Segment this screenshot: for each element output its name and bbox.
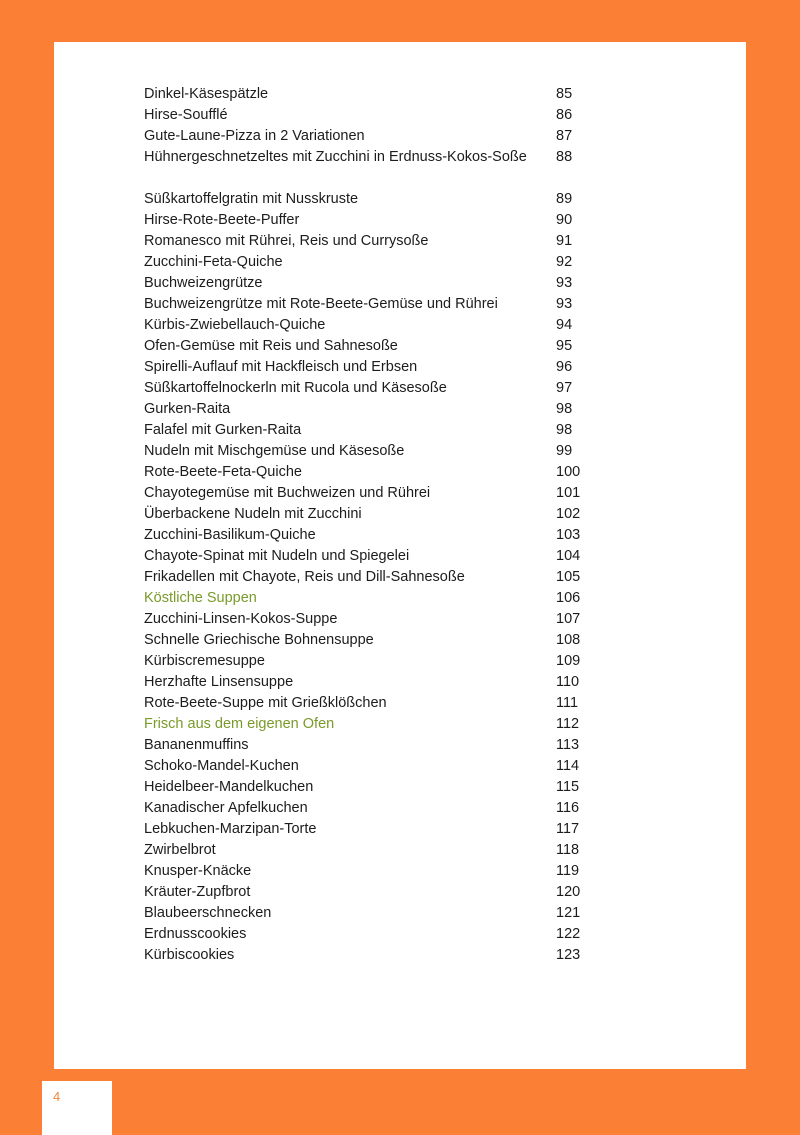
toc-entry [144, 651, 604, 672]
toc-entry-title: Falafel mit Gurken-Raita [144, 422, 302, 438]
toc-entry-page-number: 109 [556, 653, 581, 669]
toc-entry-page-number: 115 [556, 779, 580, 795]
toc-entry [144, 357, 604, 378]
toc-entry [144, 546, 604, 567]
toc-entry [144, 609, 604, 630]
toc-entry-page-number: 114 [556, 758, 580, 774]
toc-entry [144, 483, 604, 504]
toc-entry [144, 441, 604, 462]
toc-entry [144, 693, 604, 714]
toc-entry-page-number: 93 [556, 275, 573, 291]
toc-entry-title: Süßkartoffelgratin mit Nusskruste [144, 191, 359, 207]
toc-entry-title: Knusper-Knäcke [144, 863, 252, 879]
toc-entry [144, 126, 604, 147]
toc-entry-page-number: 92 [556, 254, 573, 270]
table-of-contents [144, 84, 604, 966]
toc-entry [144, 903, 604, 924]
toc-entry-page-number: 85 [556, 86, 573, 102]
toc-entry [144, 189, 604, 210]
toc-entry [144, 840, 604, 861]
toc-entry [144, 504, 604, 525]
toc-entry-title: Hirse-Soufflé [144, 107, 228, 123]
toc-entry [144, 378, 604, 399]
toc-entry-title: Rote-Beete-Feta-Quiche [144, 464, 302, 480]
toc-entry-page-number: 107 [556, 611, 581, 627]
toc-entry-page-number: 112 [556, 716, 580, 732]
toc-section-heading [144, 714, 604, 735]
toc-entry-title: Zucchini-Feta-Quiche [144, 254, 283, 270]
toc-entry-title: Ofen-Gemüse mit Reis und Sahnesoße [144, 338, 398, 354]
toc-entry-page-number: 91 [556, 233, 573, 249]
toc-entry [144, 735, 604, 756]
toc-entry-title: Dinkel-Käsespätzle [144, 86, 269, 102]
toc-entry [144, 861, 604, 882]
toc-entry-title: Bananenmuffins [144, 737, 249, 753]
toc-entry-page-number: 96 [556, 359, 573, 375]
toc-entry-title: Frisch aus dem eigenen Ofen [144, 716, 335, 732]
toc-entry-page-number: 100 [556, 464, 581, 480]
toc-entry [144, 672, 604, 693]
toc-section-heading [144, 588, 604, 609]
toc-entry-page-number: 111 [556, 695, 579, 711]
toc-entry-page-number: 110 [556, 674, 580, 690]
toc-entry [144, 462, 604, 483]
toc-entry-page-number: 103 [556, 527, 581, 543]
toc-entry-title: Köstliche Suppen [144, 590, 257, 606]
toc-entry [144, 273, 604, 294]
toc-entry-title: Rote-Beete-Suppe mit Grießklößchen [144, 695, 387, 711]
toc-entry-page-number: 88 [556, 149, 573, 165]
footer-page-tab [42, 1081, 112, 1135]
page-number: 4 [53, 1089, 61, 1104]
toc-entry-page-number: 102 [556, 506, 581, 522]
toc-entry-page-number: 117 [556, 821, 580, 837]
toc-entry-page-number: 106 [556, 590, 581, 606]
toc-entry [144, 210, 604, 231]
toc-entry-title: Hühnergeschnetzeltes mit Zucchini in Erdnuss-Kokos-Soße [144, 149, 527, 165]
toc-entry-title: Schnelle Griechische Bohnensuppe [144, 632, 374, 648]
toc-entry [144, 630, 604, 651]
toc-entry-page-number: 89 [556, 191, 573, 207]
toc-entry [144, 294, 604, 315]
toc-entry [144, 336, 604, 357]
toc-entry-title: Nudeln mit Mischgemüse und Käsesoße [144, 443, 405, 459]
toc-entry-title: Überbackene Nudeln mit Zucchini [144, 506, 362, 522]
toc-entry [144, 399, 604, 420]
toc-entry [144, 819, 604, 840]
toc-entry-title: Kräuter-Zupfbrot [144, 884, 251, 900]
toc-entry [144, 945, 604, 966]
toc-entry-title: Buchweizengrütze mit Rote-Beete-Gemüse und Rührei [144, 296, 498, 312]
toc-entry [144, 231, 604, 252]
toc-entry-title: Gute-Laune-Pizza in 2 Variationen [144, 128, 365, 144]
toc-entry-page-number: 116 [556, 800, 580, 816]
toc-entry-page-number: 99 [556, 443, 573, 459]
toc-entry-title: Erdnusscookies [144, 926, 247, 942]
toc-entry-title: Kürbiscookies [144, 947, 235, 963]
toc-entry-page-number: 120 [556, 884, 581, 900]
toc-entry-page-number: 98 [556, 422, 573, 438]
toc-entry-page-number: 118 [556, 842, 580, 858]
toc-entry [144, 924, 604, 945]
toc-entry-title: Gurken-Raita [144, 401, 231, 417]
toc-entry-page-number: 119 [556, 863, 580, 879]
toc-entry-title: Romanesco mit Rührei, Reis und Currysoße [144, 233, 429, 249]
toc-entry-title: Herzhafte Linsensuppe [144, 674, 294, 690]
toc-entry-title: Lebkuchen-Marzipan-Torte [144, 821, 317, 837]
toc-entry-page-number: 123 [556, 947, 581, 963]
toc-entry-page-number: 113 [556, 737, 580, 753]
toc-entry-page-number: 98 [556, 401, 573, 417]
toc-entry [144, 147, 604, 189]
toc-entry-title: Frikadellen mit Chayote, Reis und Dill-Sahnesoße [144, 569, 465, 585]
toc-entry-page-number: 86 [556, 107, 573, 123]
toc-entry-title: Schoko-Mandel-Kuchen [144, 758, 299, 774]
toc-entry-page-number: 104 [556, 548, 581, 564]
toc-entry-page-number: 122 [556, 926, 581, 942]
toc-entry [144, 756, 604, 777]
toc-entry-page-number: 97 [556, 380, 573, 396]
toc-entry-title: Süßkartoffelnockerln mit Rucola und Käsesoße [144, 380, 447, 396]
toc-entry-title: Buchweizengrütze [144, 275, 263, 291]
toc-entry-page-number: 121 [556, 905, 581, 921]
document-page [54, 42, 746, 1069]
toc-entry [144, 882, 604, 903]
toc-entry-title: Zwirbelbrot [144, 842, 216, 858]
toc-entry-title: Zucchini-Basilikum-Quiche [144, 527, 316, 543]
toc-entry-title: Kanadischer Apfelkuchen [144, 800, 308, 816]
toc-entry [144, 252, 604, 273]
toc-entry-title: Chayote-Spinat mit Nudeln und Spiegelei [144, 548, 410, 564]
toc-entry-page-number: 94 [556, 317, 573, 333]
toc-entry-title: Hirse-Rote-Beete-Puffer [144, 212, 300, 228]
toc-entry-page-number: 101 [556, 485, 581, 501]
toc-entry-title: Kürbis-Zwiebellauch-Quiche [144, 317, 326, 333]
toc-entry [144, 567, 604, 588]
toc-entry [144, 315, 604, 336]
toc-entry-title: Heidelbeer-Mandelkuchen [144, 779, 314, 795]
toc-entry-page-number: 90 [556, 212, 573, 228]
toc-entry-page-number: 93 [556, 296, 573, 312]
toc-entry-page-number: 95 [556, 338, 573, 354]
toc-entry [144, 84, 604, 105]
toc-entry-title: Blaubeerschnecken [144, 905, 272, 921]
toc-entry [144, 777, 604, 798]
toc-entry [144, 420, 604, 441]
toc-entry-title: Spirelli-Auflauf mit Hackfleisch und Erbsen [144, 359, 418, 375]
toc-entry [144, 798, 604, 819]
toc-entry-page-number: 108 [556, 632, 581, 648]
toc-entry [144, 105, 604, 126]
toc-entry-page-number: 87 [556, 128, 573, 144]
toc-entry-page-number: 105 [556, 569, 581, 585]
toc-entry-title: Chayotegemüse mit Buchweizen und Rührei [144, 485, 431, 501]
toc-entry-title: Zucchini-Linsen-Kokos-Suppe [144, 611, 338, 627]
toc-entry-title: Kürbiscremesuppe [144, 653, 265, 669]
toc-entry [144, 525, 604, 546]
